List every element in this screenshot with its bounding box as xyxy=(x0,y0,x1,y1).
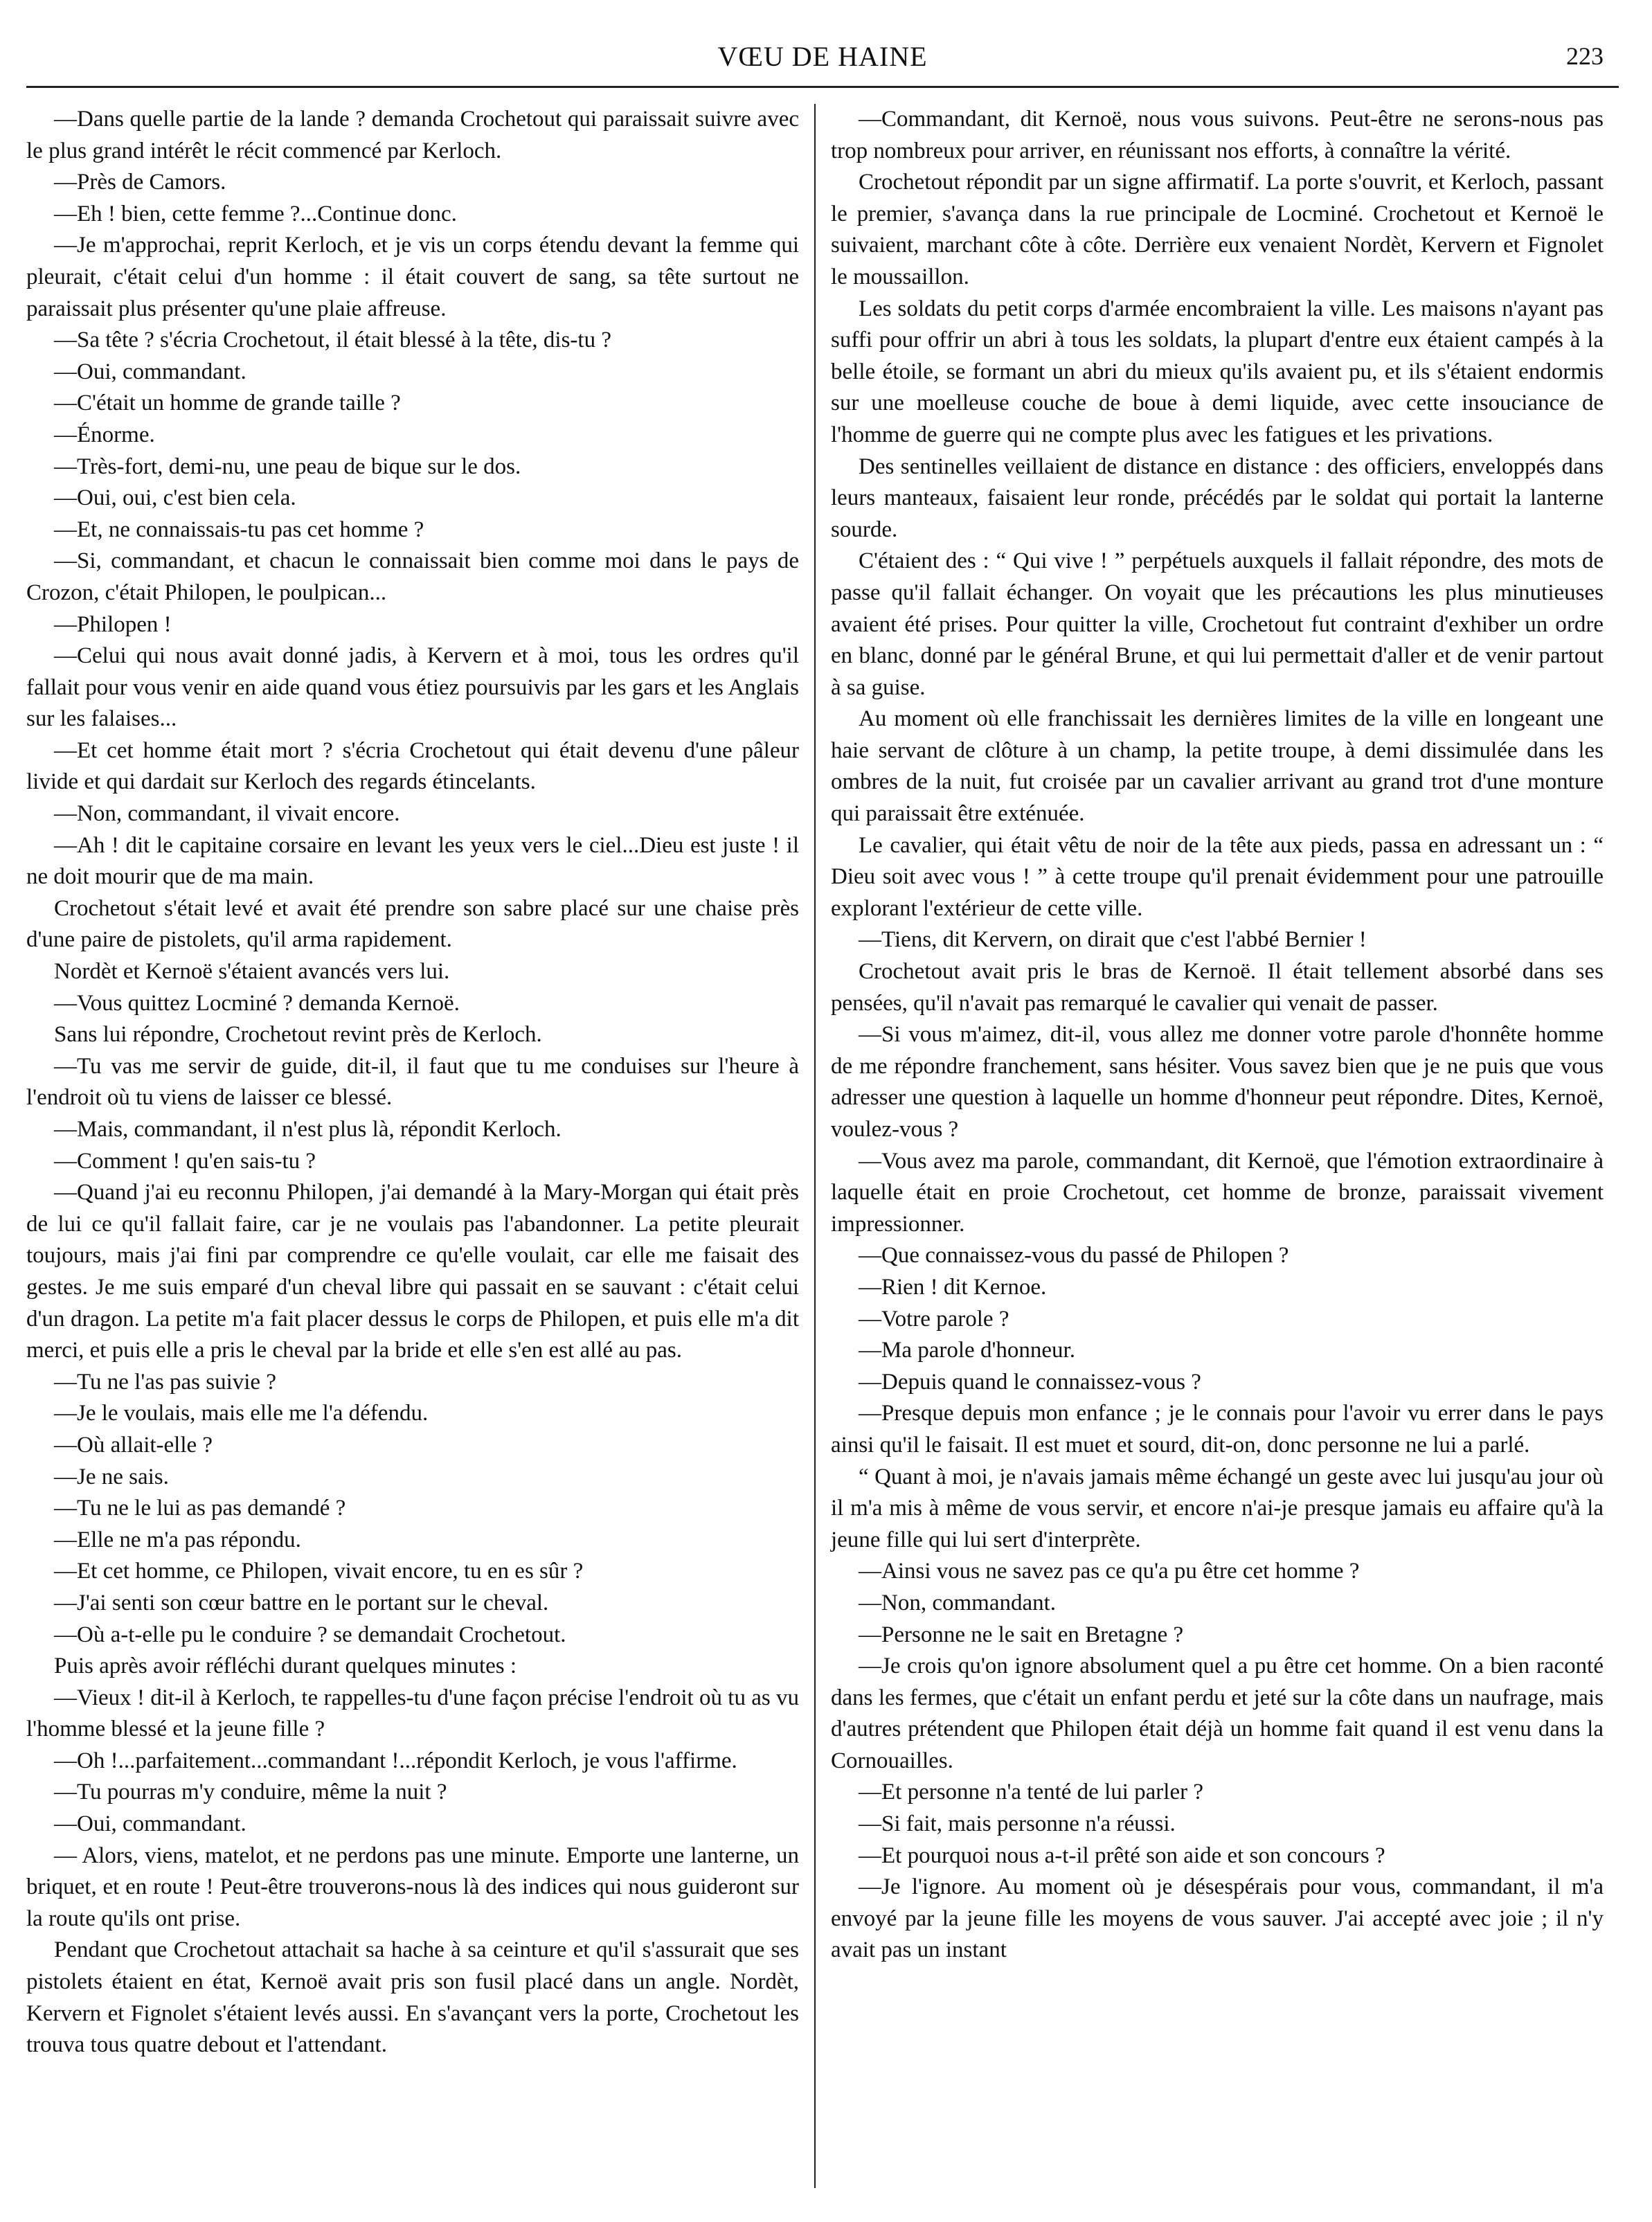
paragraph: —Comment ! qu'en sais-tu ? xyxy=(54,1148,316,1174)
paragraph: —Personne ne le sait en Bretagne ? xyxy=(859,1622,1184,1647)
paragraph: —Où allait-elle ? xyxy=(54,1432,213,1458)
paragraph: Nordèt et Kernoë s'étaient avancés vers lui. xyxy=(54,959,450,985)
paragraph: —Votre parole ? xyxy=(859,1306,1009,1332)
paragraph: —Tu vas me servir de guide, dit-il, il faut que tu me conduises sur l'heure à l'endroit où tu viens de laisser ce blessé. xyxy=(26,1053,799,1111)
paragraph: —Tiens, dit Kervern, on dirait que c'est l'abbé Bernier ! xyxy=(859,927,1367,953)
paragraph: — Alors, viens, matelot, et ne perdons pas une minute. Emporte une lanterne, un briquet, et en route ! Peut-être trouverons-nous là des indices qui nous guideront sur la route qu'ils ont prise. xyxy=(26,1843,799,1931)
paragraph: —Vieux ! dit-il à Kerloch, te rappelles-tu d'une façon précise l'endroit où tu as vu l'homme blessé et la jeune fille ? xyxy=(26,1685,799,1742)
paragraph: —Sa tête ? s'écria Crochetout, il était blessé à la tête, dis-tu ? xyxy=(54,328,611,353)
paragraph: Le cavalier, qui était vêtu de noir de la tête aux pieds, passa en adressant un : “ Dieu soit avec vous ! ” à cette troupe qu'il prenait évidemment pour une patrouille explorant l'extérieur de cette ville. xyxy=(831,832,1604,921)
paragraph: Crochetout s'était levé et avait été prendre son sabre placé sur une chaise près d'une paire de pistolets, qu'il arma rapidement. xyxy=(26,895,799,953)
paragraph: —Vous avez ma parole, commandant, dit Kernoë, que l'émotion extraordinaire à laquelle était en proie Crochetout, cet homme de bronze, paraissait vivement impressionner. xyxy=(831,1148,1604,1237)
paragraph: Crochetout avait pris le bras de Kernoë. Il était tellement absorbé dans ses pensées, qu'il n'avait pas remarqué le cavalier qui venait de passer. xyxy=(831,959,1604,1016)
paragraph: —Rien ! dit Kernoe. xyxy=(859,1274,1047,1300)
paragraph: Les soldats du petit corps d'armée encombraient la ville. Les maisons n'ayant pas suffi pour offrir un abri à tous les soldats, la plupart d'entre eux étaient campés à la belle étoile, se formant un abri du mieux qu'ils avaient pu, et ils s'étaient endormis sur une moelleuse couche de boue à demi liquide, avec cette insouciance de l'homme de guerre qui ne compte plus avec les fatigues et les privations. xyxy=(831,296,1604,447)
page-number: 223 xyxy=(1566,42,1604,70)
paragraph: —Que connaissez-vous du passé de Philopen ? xyxy=(859,1243,1289,1269)
paragraph: —Ainsi vous ne savez pas ce qu'a pu être cet homme ? xyxy=(859,1559,1360,1584)
paragraph: Crochetout répondit par un signe affirmatif. La porte s'ouvrit, et Kerloch, passant le premier, s'avança dans la rue principale de Locminé. Crochetout et Kernoë le suivaient, marchant côte à côte. Derrière eux venaient Nordèt, Kervern et Fignolet le moussaillon. xyxy=(831,170,1604,289)
paragraph: —Très-fort, demi-nu, une peau de bique sur le dos. xyxy=(54,454,521,479)
paragraph: —Je l'ignore. Au moment où je désespérais pour vous, commandant, il m'a envoyé par la jeune fille les moyens de vous sauver. J'ai accepté avec joie ; il n'y avait pas un instant xyxy=(831,1874,1604,1963)
paragraph: —Près de Camors. xyxy=(54,170,226,195)
left-column xyxy=(26,104,814,2188)
paragraph: —Commandant, dit Kernoë, nous vous suivons. Peut-être ne serons-nous pas trop nombreux pour arriver, en réunissant nos efforts, à connaître la vérité. xyxy=(831,107,1604,163)
paragraph: —Tu ne le lui as pas demandé ? xyxy=(54,1496,346,1521)
running-head xyxy=(26,14,1619,73)
paragraph: —Dans quelle partie de la lande ? demanda Crochetout qui paraissait suivre avec le plus grand intérêt le récit commencé par Kerloch. xyxy=(26,107,799,163)
paragraph: —Et pourquoi nous a-t-il prêté son aide et son concours ? xyxy=(859,1843,1385,1868)
paragraph: C'étaient des : “ Qui vive ! ” perpétuels auxquels il fallait répondre, des mots de passe qu'il fallait échanger. On voyait que les précautions les plus minutieuses avaient été prises. Pour quitter la ville, Crochetout fut contraint d'exhiber un ordre en blanc, donné par le général Brune, et qui lui permettait d'aller et de venir partout à sa guise. xyxy=(831,548,1604,700)
paragraph: —Non, commandant, il vivait encore. xyxy=(54,801,400,827)
paragraph: —Si vous m'aimez, dit-il, vous allez me donner votre parole d'honnête homme de me répondre franchement, sans hésiter. Vous savez bien que je ne puis que vous adresser une question à laquelle un homme d'honneur peut répondre. Dites, Kernoë, voulez-vous ? xyxy=(831,1022,1604,1142)
paragraph: Pendant que Crochetout attachait sa hache à sa ceinture et qu'il s'assurait que ses pistolets étaient en état, Kernoë avait pris son fusil placé dans un angle. Nordèt, Kervern et Fignolet s'étaient levés aussi. En s'avançant vers la porte, Crochetout les trouva tous quatre debout et l'attendant. xyxy=(26,1937,799,2058)
paragraph: —Et cet homme, ce Philopen, vivait encore, tu en es sûr ? xyxy=(54,1559,584,1584)
paragraph: —Presque depuis mon enfance ; je le connais pour l'avoir vu errer dans le pays ainsi qu'il le faisait. Il est muet et sourd, dit-on, donc personne ne lui a parlé. xyxy=(831,1401,1604,1458)
paragraph: —Tu pourras m'y conduire, même la nuit ? xyxy=(54,1780,447,1805)
paragraph: —Ma parole d'honneur. xyxy=(859,1338,1075,1363)
paragraph: —J'ai senti son cœur battre en le portant sur le cheval. xyxy=(54,1590,549,1615)
text-columns xyxy=(26,104,1619,2188)
paragraph: —Où a-t-elle pu le conduire ? se demandait Crochetout. xyxy=(54,1622,566,1647)
page xyxy=(26,14,1619,2202)
running-title: VŒU DE HAINE xyxy=(717,41,928,72)
header-rule xyxy=(26,86,1619,88)
paragraph: —Et personne n'a tenté de lui parler ? xyxy=(859,1780,1203,1805)
paragraph: —Eh ! bien, cette femme ?...Continue donc. xyxy=(54,201,457,226)
paragraph: —Tu ne l'as pas suivie ? xyxy=(54,1369,276,1395)
paragraph: —Je ne sais. xyxy=(54,1464,169,1489)
paragraph: —Celui qui nous avait donné jadis, à Kervern et à moi, tous les ordres qu'il fallait pour vous venir en aide quand vous étiez poursuivis par les gars et les Anglais sur les falaises... xyxy=(26,643,799,732)
paragraph: —Énorme. xyxy=(54,422,155,447)
right-column xyxy=(816,104,1604,2188)
paragraph: —Quand j'ai eu reconnu Philopen, j'ai demandé à la Mary-Morgan qui était près de lui ce qu'il fallait faire, car je ne voulais pas l'abandonner. La petite pleurait toujours, mais j'ai fini par comprendre ce qu'elle voulait, car elle me faisait des gestes. Je me suis emparé d'un cheval libre qui passait en se sauvant : c'était celui d'un dragon. La petite m'a fait placer dessus le corps de Philopen, et puis elle m'a dit merci, et puis elle a pris le cheval par la bride et elle s'en est allé au pas. xyxy=(26,1180,799,1363)
paragraph: —Et cet homme était mort ? s'écria Crochetout qui était devenu d'une pâleur livide et qui dardait sur Kerloch des regards étincelants. xyxy=(26,737,799,795)
paragraph: —Si fait, mais personne n'a réussi. xyxy=(859,1811,1176,1837)
paragraph: Au moment où elle franchissait les dernières limites de la ville en longeant une haie servant de clôture à un champ, la petite troupe, à demi dissimulée dans les ombres de la nuit, fut croisée par un cavalier arrivant au grand trot d'une monture qui paraissait être exténuée. xyxy=(831,706,1604,827)
paragraph: —Philopen ! xyxy=(54,611,172,637)
paragraph: Puis après avoir réfléchi durant quelques minutes : xyxy=(54,1654,517,1679)
paragraph: —Mais, commandant, il n'est plus là, répondit Kerloch. xyxy=(54,1117,562,1142)
paragraph: —Oui, oui, c'est bien cela. xyxy=(54,485,296,511)
paragraph: —Si, commandant, et chacun le connaissait bien comme moi dans le pays de Crozon, c'était Philopen, le poulpican... xyxy=(26,548,799,605)
paragraph: —Vous quittez Locminé ? demanda Kernoë. xyxy=(54,990,460,1016)
paragraph: —C'était un homme de grande taille ? xyxy=(54,391,401,416)
paragraph: —Elle ne m'a pas répondu. xyxy=(54,1527,301,1552)
paragraph: —Je crois qu'on ignore absolument quel a pu être cet homme. On a bien raconté dans les fermes, que c'était un enfant perdu et jeté sur la côte dans un naufrage, mais d'autres prétendent que Philopen était déjà un homme fait quand il est venu dans la Cornouailles. xyxy=(831,1654,1604,1773)
paragraph: —Oh !...parfaitement...commandant !...répondit Kerloch, je vous l'affirme. xyxy=(54,1748,737,1773)
paragraph: —Je m'approchai, reprit Kerloch, et je vis un corps étendu devant la femme qui pleurait, c'était celui d'un homme : il était couvert de sang, sa tête surtout ne paraissait plus présenter qu'une plaie affreuse. xyxy=(26,233,799,321)
paragraph: —Je le voulais, mais elle me l'a défendu. xyxy=(54,1401,429,1426)
paragraph: “ Quant à moi, je n'avais jamais même échangé un geste avec lui jusqu'au jour où il m'a mis à même de vous servir, et encore n'ai-je presque jamais eu affaire qu'à la jeune fille qui lui sert d'interprète. xyxy=(831,1464,1604,1552)
paragraph: —Oui, commandant. xyxy=(54,359,246,384)
paragraph: —Et, ne connaissais-tu pas cet homme ? xyxy=(54,517,424,542)
paragraph: —Depuis quand le connaissez-vous ? xyxy=(859,1369,1201,1395)
paragraph: —Oui, commandant. xyxy=(54,1811,246,1837)
paragraph: Des sentinelles veillaient de distance en distance : des officiers, enveloppés dans leurs manteaux, faisaient leur ronde, précédés par le soldat qui portait la lanterne sourde. xyxy=(831,454,1604,542)
paragraph: Sans lui répondre, Crochetout revint près de Kerloch. xyxy=(54,1022,542,1048)
paragraph: —Non, commandant. xyxy=(859,1590,1057,1615)
paragraph: —Ah ! dit le capitaine corsaire en levant les yeux vers le ciel...Dieu est juste ! il ne doit mourir que de ma main. xyxy=(26,832,799,890)
